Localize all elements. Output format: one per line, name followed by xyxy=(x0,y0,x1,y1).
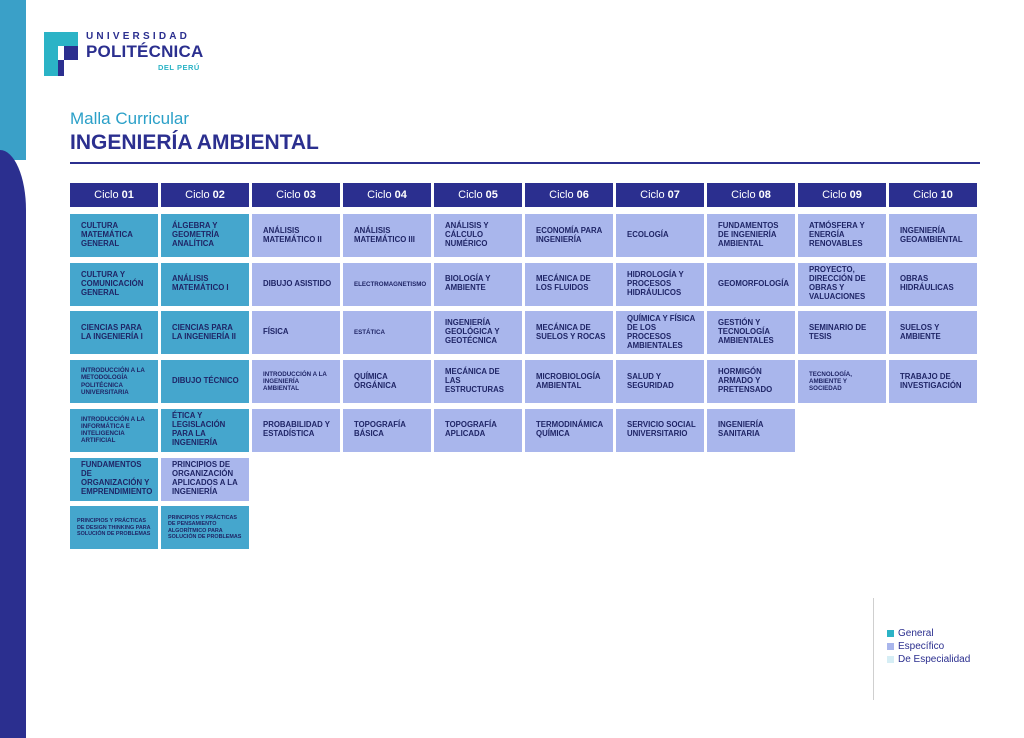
course-cell xyxy=(70,458,158,501)
legend-item xyxy=(887,627,970,640)
course-cell xyxy=(161,263,249,306)
course-cell xyxy=(798,360,886,403)
course-name: INTRODUCCIÓN A LA METODOLOGÍA POLITÉCNICA UNIVERSITARIA xyxy=(81,367,145,396)
cycle-header-prefix: Ciclo xyxy=(731,189,756,201)
cycle-header-prefix: Ciclo xyxy=(822,189,847,201)
course-cell xyxy=(343,214,431,257)
course-name: PROYECTO, DIRECCIÓN DE OBRAS Y VALUACIONES xyxy=(809,265,866,302)
legend-label: General xyxy=(898,628,934,639)
course-cell xyxy=(161,214,249,257)
course-cell xyxy=(343,360,431,403)
course-cell xyxy=(252,409,340,452)
course-cell xyxy=(798,214,886,257)
logo-line-1: UNIVERSIDAD xyxy=(86,31,191,42)
legend-swatch xyxy=(887,656,894,663)
course-name: FUNDAMENTOS DE INGENIERÍA AMBIENTAL xyxy=(718,221,779,248)
page-title: INGENIERÍA AMBIENTAL xyxy=(70,131,319,154)
legend-swatch xyxy=(887,643,894,650)
course-name: BIOLOGÍA Y AMBIENTE xyxy=(445,274,491,293)
course-cell xyxy=(434,214,522,257)
course-cell xyxy=(252,311,340,354)
decorative-band-top xyxy=(0,0,26,160)
course-cell xyxy=(616,360,704,403)
course-cell xyxy=(525,311,613,354)
course-name: DIBUJO ASISTIDO xyxy=(263,278,332,288)
cycle-header-03 xyxy=(252,183,340,207)
course-cell xyxy=(616,214,704,257)
cycle-header-number: 06 xyxy=(576,189,589,201)
course-name: SUELOS Y AMBIENTE xyxy=(900,322,941,341)
course-cell xyxy=(798,311,886,354)
course-cell xyxy=(161,360,249,403)
cycle-header-prefix: Ciclo xyxy=(94,189,119,201)
course-name: DIBUJO TÉCNICO xyxy=(172,376,239,386)
cycle-header-number: 02 xyxy=(212,189,225,201)
cycle-header-prefix: Ciclo xyxy=(913,189,938,201)
course-name: ANÁLISIS MATEMÁTICO I xyxy=(172,274,229,293)
course-name: HORMIGÓN ARMADO Y PRETENSADO xyxy=(718,367,773,395)
legend-item xyxy=(887,640,970,653)
course-cell xyxy=(707,409,795,452)
course-cell xyxy=(70,214,158,257)
course-cell xyxy=(889,311,977,354)
course-name: PRINCIPIOS Y PRÁCTICAS DE DESIGN THINKING PARA SOLUCIÓN DE PROBLEMAS xyxy=(77,518,151,537)
cycle-header-07 xyxy=(616,183,704,207)
cycle-header-prefix: Ciclo xyxy=(276,189,301,201)
course-cell xyxy=(70,311,158,354)
cycle-header-number: 09 xyxy=(849,189,862,201)
course-cell xyxy=(525,214,613,257)
course-cell xyxy=(343,311,431,354)
legend-swatch xyxy=(887,630,894,637)
course-cell xyxy=(343,263,431,306)
cycle-header-02 xyxy=(161,183,249,207)
course-name: OBRAS HIDRÁULICAS xyxy=(900,274,954,293)
logo-mark-icon xyxy=(44,32,78,76)
course-name: QUÍMICA ORGÁNICA xyxy=(354,371,397,390)
course-cell xyxy=(707,263,795,306)
course-name: TRABAJO DE INVESTIGACIÓN xyxy=(900,371,962,390)
cycle-header-number: 10 xyxy=(940,189,953,201)
course-name: GEOMORFOLOGÍA xyxy=(718,278,790,288)
course-name: FÍSICA xyxy=(263,327,289,337)
cycle-header-prefix: Ciclo xyxy=(185,189,210,201)
course-cell xyxy=(616,311,704,354)
course-name: SEMINARIO DE TESIS xyxy=(809,322,867,341)
course-cell xyxy=(343,409,431,452)
course-name: MECÁNICA DE LOS FLUIDOS xyxy=(536,274,591,293)
course-cell xyxy=(707,214,795,257)
course-name: ÁLGEBRA Y GEOMETRÍA ANALÍTICA xyxy=(172,221,219,248)
course-name: TOPOGRAFÍA APLICADA xyxy=(445,420,497,439)
cycle-header-number: 01 xyxy=(121,189,134,201)
cycle-header-01 xyxy=(70,183,158,207)
course-cell xyxy=(252,360,340,403)
course-name: FUNDAMENTOS DE ORGANIZACIÓN Y EMPRENDIMIENTO xyxy=(81,460,153,496)
page-subtitle: Malla Curricular xyxy=(70,109,190,128)
course-name: ELECTROMAGNETISMO xyxy=(354,280,427,288)
university-logo xyxy=(44,30,214,78)
course-name: MECÁNICA DE LAS ESTRUCTURAS xyxy=(445,367,504,395)
cycle-header-number: 04 xyxy=(394,189,407,201)
course-name: HIDROLOGÍA Y PROCESOS HIDRÁULICOS xyxy=(627,269,684,297)
cycle-header-prefix: Ciclo xyxy=(458,189,483,201)
course-cell xyxy=(798,263,886,306)
course-cell xyxy=(161,458,249,501)
cycle-header-06 xyxy=(525,183,613,207)
course-cell xyxy=(434,311,522,354)
course-cell xyxy=(252,214,340,257)
logo-line-2: POLITÉCNICA xyxy=(86,42,204,61)
course-name: PROBABILIDAD Y ESTADÍSTICA xyxy=(263,420,330,439)
course-name: ÉTICA Y LEGISLACIÓN PARA LA INGENIERÍA xyxy=(172,411,226,448)
cycle-header-prefix: Ciclo xyxy=(640,189,665,201)
legend-label: Específico xyxy=(898,641,945,652)
course-name: ANÁLISIS MATEMÁTICO III xyxy=(354,225,415,244)
course-cell xyxy=(616,263,704,306)
logo-line-3: DEL PERÚ xyxy=(158,63,200,72)
title-divider xyxy=(70,162,980,164)
course-cell xyxy=(889,263,977,306)
course-cell xyxy=(434,409,522,452)
course-name: CIENCIAS PARA LA INGENIERÍA II xyxy=(172,322,236,341)
legend-divider xyxy=(873,598,874,700)
course-name: TECNOLOGÍA, AMBIENTE Y SOCIEDAD xyxy=(809,370,852,393)
course-cell xyxy=(161,506,249,549)
legend-item xyxy=(887,653,970,666)
course-cell xyxy=(434,263,522,306)
cycle-header-number: 07 xyxy=(667,189,680,201)
cycle-header-number: 05 xyxy=(485,189,498,201)
course-name: INTRODUCCIÓN A LA INFORMÁTICA E INTELIGENCIA ARTIFICIAL xyxy=(81,416,145,445)
course-name: INGENIERÍA GEOAMBIENTAL xyxy=(900,225,963,244)
course-name: MICROBIOLOGÍA AMBIENTAL xyxy=(536,371,601,390)
course-cell xyxy=(70,360,158,403)
course-name: CULTURA MATEMÁTICA GENERAL xyxy=(81,221,133,248)
course-cell xyxy=(161,311,249,354)
cycle-header-04 xyxy=(343,183,431,207)
course-cell xyxy=(70,506,158,549)
course-name: GESTIÓN Y TECNOLOGÍA AMBIENTALES xyxy=(718,318,774,346)
legend-label: De Especialidad xyxy=(898,654,971,665)
cycle-header-prefix: Ciclo xyxy=(367,189,392,201)
cycle-header-number: 03 xyxy=(303,189,316,201)
legend xyxy=(887,627,970,666)
course-cell xyxy=(707,311,795,354)
course-name: ECONOMÍA PARA INGENIERÍA xyxy=(536,225,602,244)
course-cell xyxy=(434,360,522,403)
course-name: MECÁNICA DE SUELOS Y ROCAS xyxy=(536,322,606,341)
course-cell xyxy=(707,360,795,403)
course-name: CIENCIAS PARA LA INGENIERÍA I xyxy=(81,322,143,341)
course-name: ECOLOGÍA xyxy=(627,230,669,240)
course-name: TOPOGRAFÍA BÁSICA xyxy=(354,420,406,439)
course-cell xyxy=(889,214,977,257)
cycle-header-09 xyxy=(798,183,886,207)
cycle-header-prefix: Ciclo xyxy=(549,189,574,201)
course-name: QUÍMICA Y FÍSICA DE LOS PROCESOS AMBIENTALES xyxy=(627,313,696,350)
course-cell xyxy=(525,263,613,306)
course-cell xyxy=(252,263,340,306)
course-name: INGENIERÍA SANITARIA xyxy=(718,420,764,439)
course-name: ATMÓSFERA Y ENERGÍA RENOVABLES xyxy=(809,221,865,248)
course-name: SALUD Y SEGURIDAD xyxy=(627,371,674,390)
course-name: PRINCIPIOS Y PRÁCTICAS DE PENSAMIENTO ALGORÍTMICO PARA SOLUCIÓN DE PROBLEMAS xyxy=(168,515,242,540)
course-cell xyxy=(70,263,158,306)
cycle-header-number: 08 xyxy=(758,189,771,201)
course-cell xyxy=(525,409,613,452)
cycle-header-10 xyxy=(889,183,977,207)
course-name: CULTURA Y COMUNICACIÓN GENERAL xyxy=(81,269,144,297)
cycle-header-08 xyxy=(707,183,795,207)
cycle-header-05 xyxy=(434,183,522,207)
course-name: TERMODINÁMICA QUÍMICA xyxy=(536,420,603,439)
decorative-band-left xyxy=(0,150,26,738)
course-cell xyxy=(70,409,158,452)
course-cell xyxy=(161,409,249,452)
course-name: PRINCIPIOS DE ORGANIZACIÓN APLICADOS A LA INGENIERÍA xyxy=(172,460,238,496)
course-name: INTRODUCCIÓN A LA INGENIERÍA AMBIENTAL xyxy=(263,370,327,393)
course-cell xyxy=(889,360,977,403)
course-cell xyxy=(616,409,704,452)
course-name: ANÁLISIS Y CÁLCULO NUMÉRICO xyxy=(445,221,489,248)
course-name: ANÁLISIS MATEMÁTICO II xyxy=(263,225,322,244)
course-name: INGENIERÍA GEOLÓGICA Y GEOTÉCNICA xyxy=(445,318,500,346)
course-name: SERVICIO SOCIAL UNIVERSITARIO xyxy=(627,420,696,439)
course-cell xyxy=(525,360,613,403)
course-name: ESTÁTICA xyxy=(354,329,385,337)
